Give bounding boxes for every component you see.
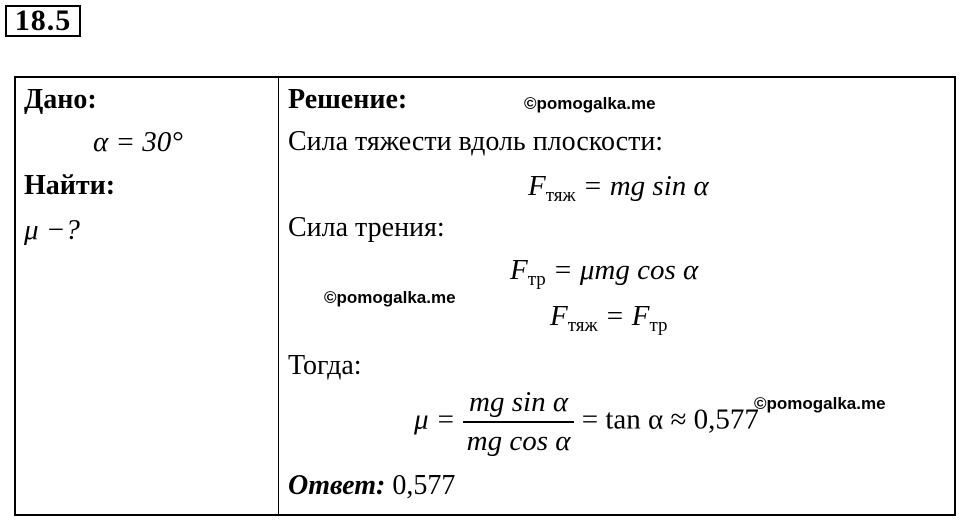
equation-friction: $F_{тр} = \mu mg$ cos α [510, 254, 699, 290]
answer-label: Ответ: [288, 470, 386, 501]
column-divider [278, 78, 279, 514]
given-heading: Дано: [24, 84, 97, 115]
given-alpha: α = 30° [93, 126, 183, 158]
problem-number: 18.5 [5, 5, 81, 37]
equation-gravity: $F_{тяж}$ = mg sin α [528, 170, 709, 206]
find-value: μ −? [24, 214, 80, 246]
answer-value: 0,577 [385, 470, 456, 501]
answer-line [288, 470, 455, 502]
then-text: Тогда: [288, 350, 362, 381]
friction-text: Сила трения: [288, 212, 445, 243]
solution-heading: Решение: [288, 84, 408, 115]
gravity-text: Сила тяжести вдоль плоскости: [288, 126, 664, 157]
fraction: $\frac{\text{mg sin α}}{\text{mg cos α}}$ [463, 386, 575, 458]
equation-equality: $F_{тяж} = F_{тр}$ [550, 300, 668, 336]
solution-table [14, 76, 956, 516]
equation-mu: μ = $\frac{\text{mg sin α}}{\text{mg cos α}}$ = tan α ≈ 0,577 [414, 386, 759, 457]
watermark: ©pomogalka.me [754, 394, 886, 413]
watermark: ©pomogalka.me [524, 94, 656, 113]
watermark: ©pomogalka.me [324, 288, 456, 307]
find-heading: Найти: [24, 170, 116, 201]
